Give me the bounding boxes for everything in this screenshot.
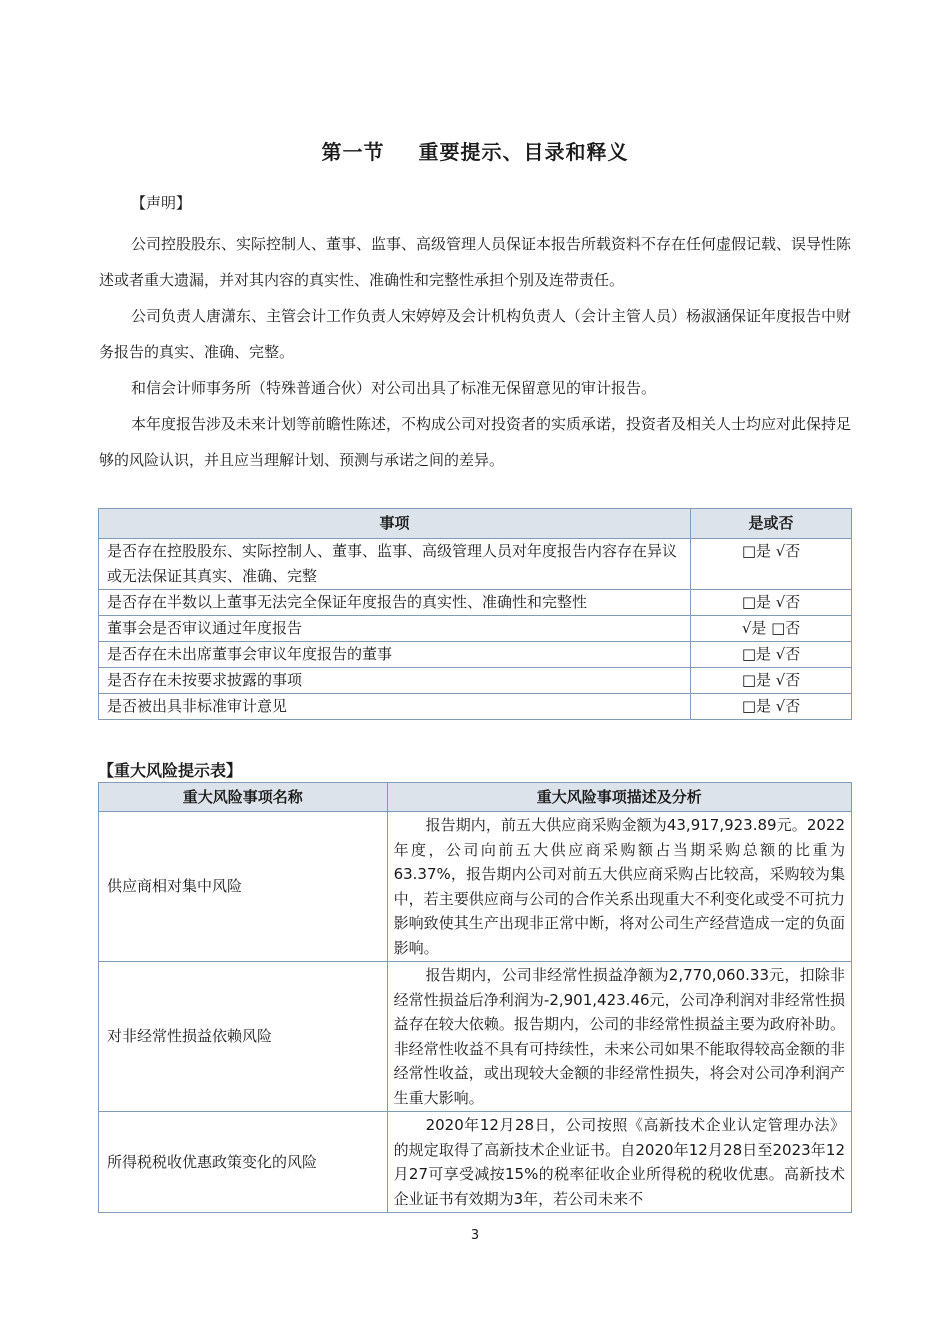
risk-table — [98, 782, 852, 1213]
checklist-answer: □是 √否 — [691, 694, 852, 720]
checklist-item: 是否存在半数以上董事无法完全保证年度报告的真实性、准确性和完整性 — [99, 590, 691, 616]
section-title — [0, 136, 950, 165]
checklist-item: 是否存在控股股东、实际控制人、董事、监事、高级管理人员对年度报告内容存在异议或无法保证其真实、准确、完整 — [99, 539, 691, 590]
checklist-header-answer: 是或否 — [691, 509, 852, 539]
checklist-answer: □是 √否 — [691, 668, 852, 694]
table-row — [99, 539, 852, 590]
risk-name: 对非经常性损益依赖风险 — [99, 962, 388, 1112]
risk-table-title: 【重大风险提示表】 — [98, 761, 243, 780]
risk-name: 供应商相对集中风险 — [99, 812, 388, 962]
table-row — [99, 616, 852, 642]
risk-description: 2020年12月28日，公司按照《高新技术企业认定管理办法》的规定取得了高新技术企业证书。自2020年12月28日至2023年12月27可享受减按15%的税率征收企业所得税的税收优惠。高新技术企业证书有效期为3年，若公司未来不 — [387, 1112, 851, 1213]
risk-header-row — [99, 783, 852, 812]
checklist-header-item: 事项 — [99, 509, 691, 539]
table-row — [99, 642, 852, 668]
risk-header-description: 重大风险事项描述及分析 — [387, 783, 851, 812]
table-row — [99, 668, 852, 694]
checklist-answer: □是 √否 — [691, 590, 852, 616]
risk-name: 所得税税收优惠政策变化的风险 — [99, 1112, 388, 1213]
table-row — [99, 694, 852, 720]
section-heading: 重要提示、目录和释义 — [418, 140, 629, 164]
checklist-item: 是否被出具非标准审计意见 — [99, 694, 691, 720]
checklist-table — [98, 508, 852, 720]
section-number: 第一节 — [321, 140, 385, 164]
checklist-item: 是否存在未出席董事会审议年度报告的董事 — [99, 642, 691, 668]
checklist-header-row — [99, 509, 852, 539]
checklist-answer: □是 √否 — [691, 642, 852, 668]
paragraph-forward-looking: 本年度报告涉及未来计划等前瞻性陈述，不构成公司对投资者的实质承诺，投资者及相关人士均应对此保持足够的风险认识，并且应当理解计划、预测与承诺之间的差异。 — [99, 415, 852, 469]
declaration-heading: 【声明】 — [131, 194, 192, 212]
table-row — [99, 962, 852, 1112]
checklist-answer: √是 □否 — [691, 616, 852, 642]
checklist-item: 董事会是否审议通过年度报告 — [99, 616, 691, 642]
risk-description: 报告期内，公司非经常性损益净额为2,770,060.33元，扣除非经常性损益后净利润为-2,901,423.46元，公司净利润对非经常性损益存在较大依赖。报告期内，公司的非经常性损益主要为政府补助。非经常性收益不具有可持续性，未来公司如果不能取得较高金额的非经常性收益，或出现较大金额的非经常性损失，将会对公司净利润产生重大影响。 — [387, 962, 851, 1112]
table-row — [99, 812, 852, 962]
table-row — [99, 1112, 852, 1213]
paragraph-responsible-persons: 公司负责人唐潇东、主管会计工作负责人宋婷婷及会计机构负责人（会计主管人员）杨淑涵保证年度报告中财务报告的真实、准确、完整。 — [99, 307, 852, 361]
page-number: 3 — [470, 1228, 480, 1243]
checklist-item: 是否存在未按要求披露的事项 — [99, 668, 691, 694]
checklist-answer: □是 √否 — [691, 539, 852, 590]
paragraph-auditor: 和信会计师事务所（特殊普通合伙）对公司出具了标准无保留意见的审计报告。 — [131, 379, 657, 397]
risk-header-name: 重大风险事项名称 — [99, 783, 388, 812]
risk-description: 报告期内，前五大供应商采购金额为43,917,923.89元。2022年度，公司向前五大供应商采购额占当期采购总额的比重为63.37%，报告期内公司对前五大供应商采购占比较高，采购较为集中，若主要供应商与公司的合作关系出现重大不利变化或受不可抗力影响致使其生产出现非正常中断，将对公司生产经营造成一定的负面影响。 — [387, 812, 851, 962]
paragraph-guarantee: 公司控股股东、实际控制人、董事、监事、高级管理人员保证本报告所载资料不存在任何虚假记载、误导性陈述或者重大遗漏，并对其内容的真实性、准确性和完整性承担个别及连带责任。 — [99, 235, 852, 289]
table-row — [99, 590, 852, 616]
